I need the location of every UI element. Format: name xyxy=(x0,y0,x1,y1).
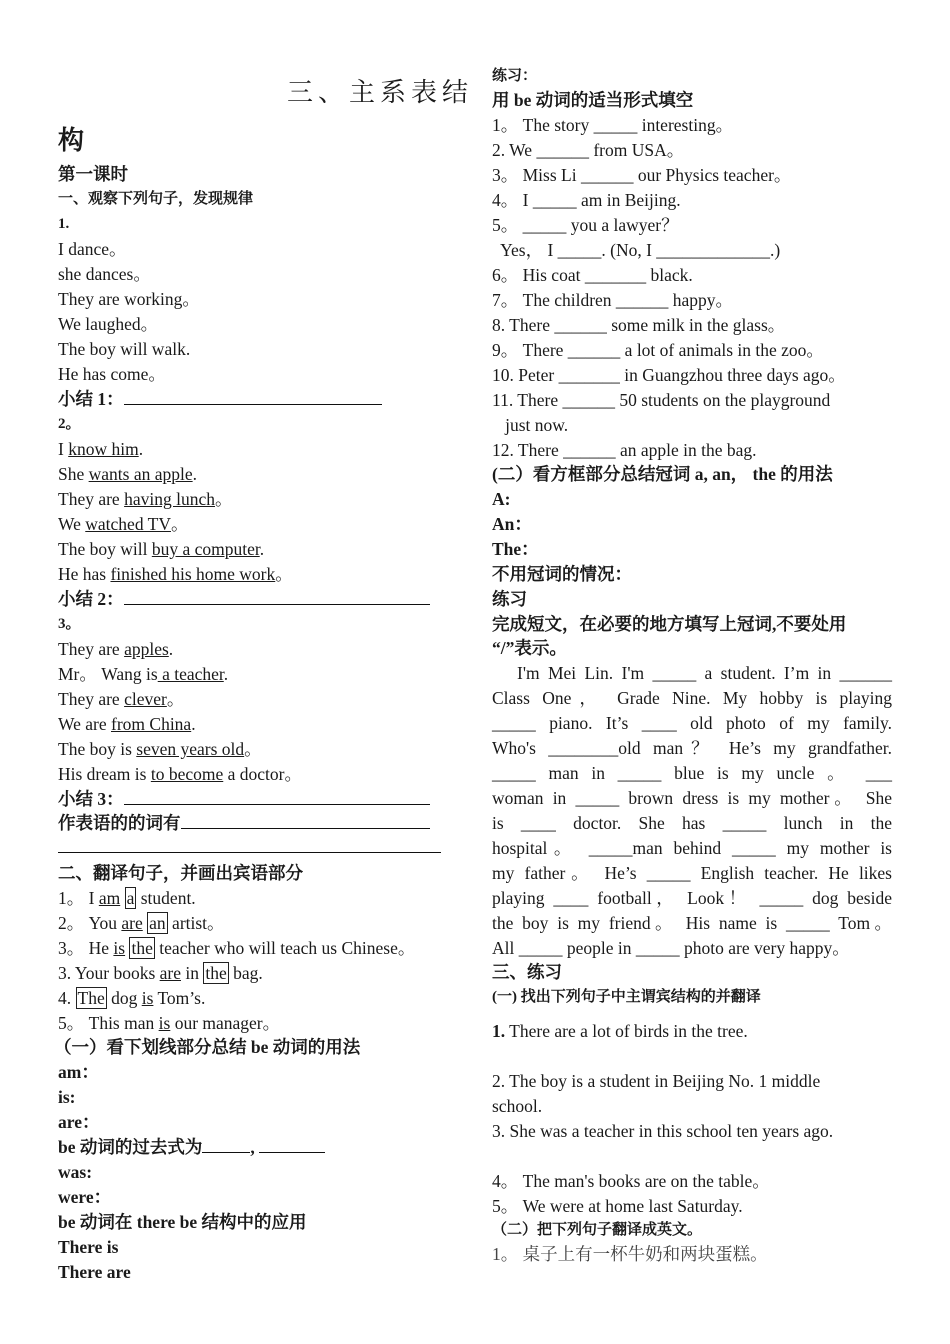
page-title: 三、主系表结 xyxy=(287,78,474,108)
exercise-item: just now. xyxy=(492,415,569,435)
there-be-heading: be 动词在 there be 结构中的应用 xyxy=(58,1212,307,1232)
group-3-number: 3。 xyxy=(58,616,81,632)
label-were: were： xyxy=(58,1187,112,1207)
exercise-item: 2. We ______ from USA。 xyxy=(492,140,685,160)
summary-1: 小结 1： xyxy=(58,388,382,410)
sentence: We are from China. xyxy=(58,714,196,734)
exercise-item: 3。 Miss Li ______ our Physics teacher。 xyxy=(492,165,792,185)
passage-line: the boy is my friend。 His name is _____ Tom。 xyxy=(492,913,892,933)
section-3-heading: 三、练习 xyxy=(492,962,562,982)
sentence: He has come。 xyxy=(58,364,166,384)
structure-sentence: 2. The boy is a student in Beijing No. 1 middle xyxy=(492,1071,821,1091)
label-the: The： xyxy=(492,539,539,559)
passage-instruction-cont: “/”表示。 xyxy=(492,638,567,658)
sentence: They are having lunch。 xyxy=(58,489,233,509)
exercise-heading: 练习： xyxy=(492,68,538,84)
exercise-item: 11. There ______ 50 students on the playground xyxy=(492,390,831,410)
passage-line: woman in _____ brown dress is my mother。 She xyxy=(492,788,892,808)
sentence: Mr。 Wang is a teacher. xyxy=(58,664,229,684)
passage-line: _____ man in _____ blue is my uncle 。 ___ xyxy=(492,763,892,783)
page-title-continued: 构 xyxy=(58,126,85,156)
no-article-heading: 不用冠词的情况： xyxy=(492,564,632,584)
passage-line: All _____ people in _____ photo are very happy。 xyxy=(492,938,850,958)
translate-sentence: 2。 You are an artist。 xyxy=(58,913,225,933)
passage-line: my father。 He’s _____ English teacher. He likes xyxy=(492,863,892,883)
sentence: she dances。 xyxy=(58,264,151,284)
exercise-item: 6。 His coat _______ black. xyxy=(492,265,693,285)
label-are: are： xyxy=(58,1112,100,1132)
subsection-be-usage: （一）看下划线部分总结 be 动词的用法 xyxy=(54,1037,361,1057)
passage-line: Class One， Grade Nine. My hobby is playing xyxy=(492,688,892,708)
section-2-heading: 二、翻译句子，并画出宾语部分 xyxy=(58,863,303,883)
structure-sentence: 1. There are a lot of birds in the tree. xyxy=(492,1021,748,1041)
sentence: I dance。 xyxy=(58,239,127,259)
translate-sentence: 3。 He is the teacher who will teach us Chinese。 xyxy=(58,938,416,958)
group-1-number: 1. xyxy=(58,216,70,232)
structure-sentence: 5。 We were at home last Saturday. xyxy=(492,1196,743,1216)
sentence: They are clever。 xyxy=(58,689,185,709)
label-was: was: xyxy=(58,1162,93,1182)
sentence: They are apples. xyxy=(58,639,174,659)
label-am: am： xyxy=(58,1062,99,1082)
there-is: There is xyxy=(58,1237,119,1257)
lesson-heading: 第一课时 xyxy=(58,164,128,184)
section-1-heading: 一、观察下列句子，发现规律 xyxy=(58,191,254,207)
answer-blank[interactable] xyxy=(181,814,430,829)
structure-sentence-cont: school. xyxy=(492,1096,543,1116)
there-are: There are xyxy=(58,1262,131,1282)
fill-instruction: 用 be 动词的适当形式填空 xyxy=(492,90,694,110)
passage-line: playing ____ football， Look！ _____ dog beside xyxy=(492,888,892,908)
answer-line[interactable] xyxy=(58,836,441,858)
exercise-item: 9。 There ______ a lot of animals in the zoo。 xyxy=(492,340,824,360)
translate-sentence: 1。 I am a student. xyxy=(58,888,196,908)
sentence: We watched TV。 xyxy=(58,514,189,534)
exercise-item: Yes， I _____. (No, I _____________.) xyxy=(492,240,781,260)
translate-sentence: 4. The dog is Tom’s. xyxy=(58,988,206,1008)
group-2-number: 2。 xyxy=(58,416,81,432)
exercise-item: 5。 _____ you a lawyer？ xyxy=(492,215,679,235)
sentence: He has finished his home work。 xyxy=(58,564,293,584)
structure-sentence: 4。 The man's books are on the table。 xyxy=(492,1171,770,1191)
translate-item: 1。 桌子上有一杯牛奶和两块蛋糕。 xyxy=(492,1244,768,1264)
past-tense: be 动词的过去式为 , xyxy=(58,1136,325,1158)
sentence: His dream is to become a doctor。 xyxy=(58,764,302,784)
sentence: The boy is seven years old。 xyxy=(58,739,262,759)
subsection-articles: (二）看方框部分总结冠词 a, an， the 的用法 xyxy=(492,464,833,484)
predicative-words: 作表语的的词有 xyxy=(58,812,430,834)
subsection-translate: （二）把下列句子翻译成英文。 xyxy=(492,1222,703,1238)
exercise-item: 4。 I _____ am in Beijing. xyxy=(492,190,681,210)
summary-3: 小结 3： xyxy=(58,788,430,810)
passage-line: is ____ doctor. She has _____ lunch in the xyxy=(492,813,892,833)
passage-line: I'm Mei Lin. I'm _____ a student. I’m in ______ xyxy=(492,663,892,683)
practice-heading: 练习 xyxy=(492,589,527,609)
structure-sentence: 3. She was a teacher in this school ten years ago. xyxy=(492,1121,834,1141)
exercise-item: 12. There ______ an apple in the bag. xyxy=(492,440,757,460)
exercise-item: 1。 The story _____ interesting。 xyxy=(492,115,734,135)
sentence: She wants an apple. xyxy=(58,464,197,484)
sentence: They are working。 xyxy=(58,289,200,309)
answer-blank[interactable] xyxy=(259,1138,325,1153)
label-a: A: xyxy=(492,489,511,509)
answer-blank[interactable] xyxy=(124,790,430,805)
answer-blank[interactable] xyxy=(202,1138,250,1153)
passage-instruction: 完成短文，在必要的地方填写上冠词,不要处用 xyxy=(492,614,847,634)
exercise-item: 7。 The children ______ happy。 xyxy=(492,290,734,310)
answer-blank[interactable] xyxy=(124,590,430,605)
passage-line: _____ piano. It’s ____ old photo of my family. xyxy=(492,713,892,733)
answer-blank[interactable] xyxy=(124,390,382,405)
subsection-structure: (一) 找出下列句子中主谓宾结构的并翻译 xyxy=(492,989,761,1005)
summary-2: 小结 2： xyxy=(58,588,430,610)
sentence: I know him. xyxy=(58,439,144,459)
sentence: The boy will buy a computer. xyxy=(58,539,265,559)
exercise-item: 10. Peter _______ in Guangzhou three days ago。 xyxy=(492,365,846,385)
passage-line: Who's ________old man？ He’s my grandfather. xyxy=(492,738,892,758)
sentence: The boy will walk. xyxy=(58,339,191,359)
translate-sentence: 3. Your books are in the bag. xyxy=(58,963,263,983)
sentence: We laughed。 xyxy=(58,314,159,334)
translate-sentence: 5。 This man is our manager。 xyxy=(58,1013,281,1033)
passage-line: hospital。 _____man behind _____ my mother is xyxy=(492,838,892,858)
exercise-item: 8. There ______ some milk in the glass。 xyxy=(492,315,786,335)
label-is: is: xyxy=(58,1087,76,1107)
label-an: An： xyxy=(492,514,532,534)
